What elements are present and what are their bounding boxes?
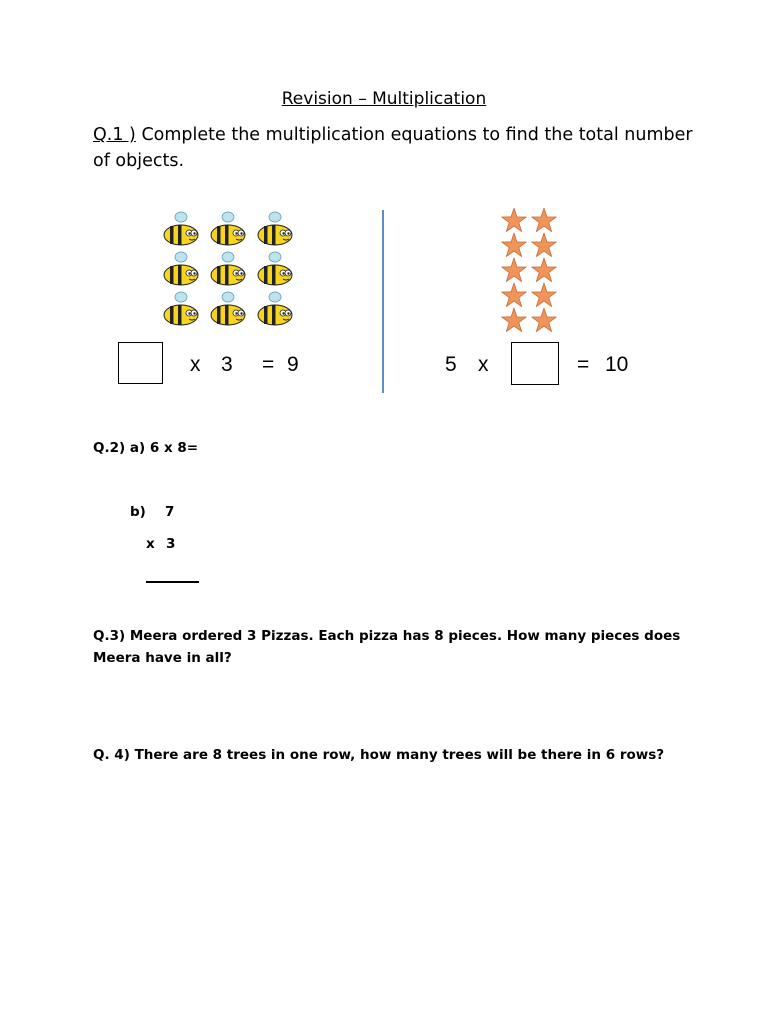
starfish-icon: [502, 258, 527, 282]
question-2b-operator: x: [146, 536, 155, 552]
question-3-line-1: Q.3) Meera ordered 3 Pizzas. Each pizza has 8 pieces. How many pieces does: [93, 628, 681, 644]
starfish-icon: [532, 258, 557, 282]
answer-box-stars[interactable]: [511, 342, 559, 385]
stars-factor: 5: [445, 353, 457, 376]
bee-icon: [258, 292, 292, 325]
answer-box-bees[interactable]: [118, 342, 163, 384]
bees-equals: =: [262, 353, 275, 376]
starfish-icon: [532, 308, 557, 332]
bee-icon: [211, 252, 245, 285]
bee-grid: [160, 210, 300, 330]
stars-result: 10: [605, 353, 629, 376]
question-4: Q. 4) There are 8 trees in one row, how many trees will be there in 6 rows?: [93, 747, 665, 763]
starfish-grid: [498, 208, 562, 336]
page-title: Revision – Multiplication: [281, 89, 487, 109]
question-1-number: Q.1 ): [93, 125, 136, 145]
starfish-icon: [502, 283, 527, 307]
stars-equals: =: [577, 353, 590, 376]
starfish-icon: [502, 208, 527, 232]
starfish-icon: [532, 233, 557, 257]
question-2b-label: b): [130, 504, 146, 520]
starfish-icon: [502, 233, 527, 257]
starfish-icon: [532, 208, 557, 232]
bee-icon: [258, 212, 292, 245]
starfish-icon: [532, 283, 557, 307]
answer-line: [146, 581, 199, 583]
bees-factor: 3: [221, 353, 233, 376]
question-2b-top-number: 7: [165, 504, 175, 520]
question-3-line-2: Meera have in all?: [93, 650, 232, 666]
bee-icon: [164, 292, 198, 325]
question-1-text: Complete the multiplication equations to find the total number: [135, 125, 693, 145]
question-2a: Q.2) a) 6 x 8=: [93, 440, 199, 456]
stars-operator: x: [478, 353, 489, 376]
starfish-icon: [502, 308, 527, 332]
question-1-line-1: [93, 125, 693, 145]
bee-icon: [211, 292, 245, 325]
bee-icon: [164, 212, 198, 245]
bee-icon: [164, 252, 198, 285]
bees-operator: x: [190, 353, 201, 376]
question-1-line-2: of objects.: [93, 151, 185, 171]
bee-icon: [258, 252, 292, 285]
bees-result: 9: [287, 353, 299, 376]
vertical-divider: [382, 210, 384, 393]
question-2b-bottom-number: 3: [166, 536, 176, 552]
bee-icon: [211, 212, 245, 245]
